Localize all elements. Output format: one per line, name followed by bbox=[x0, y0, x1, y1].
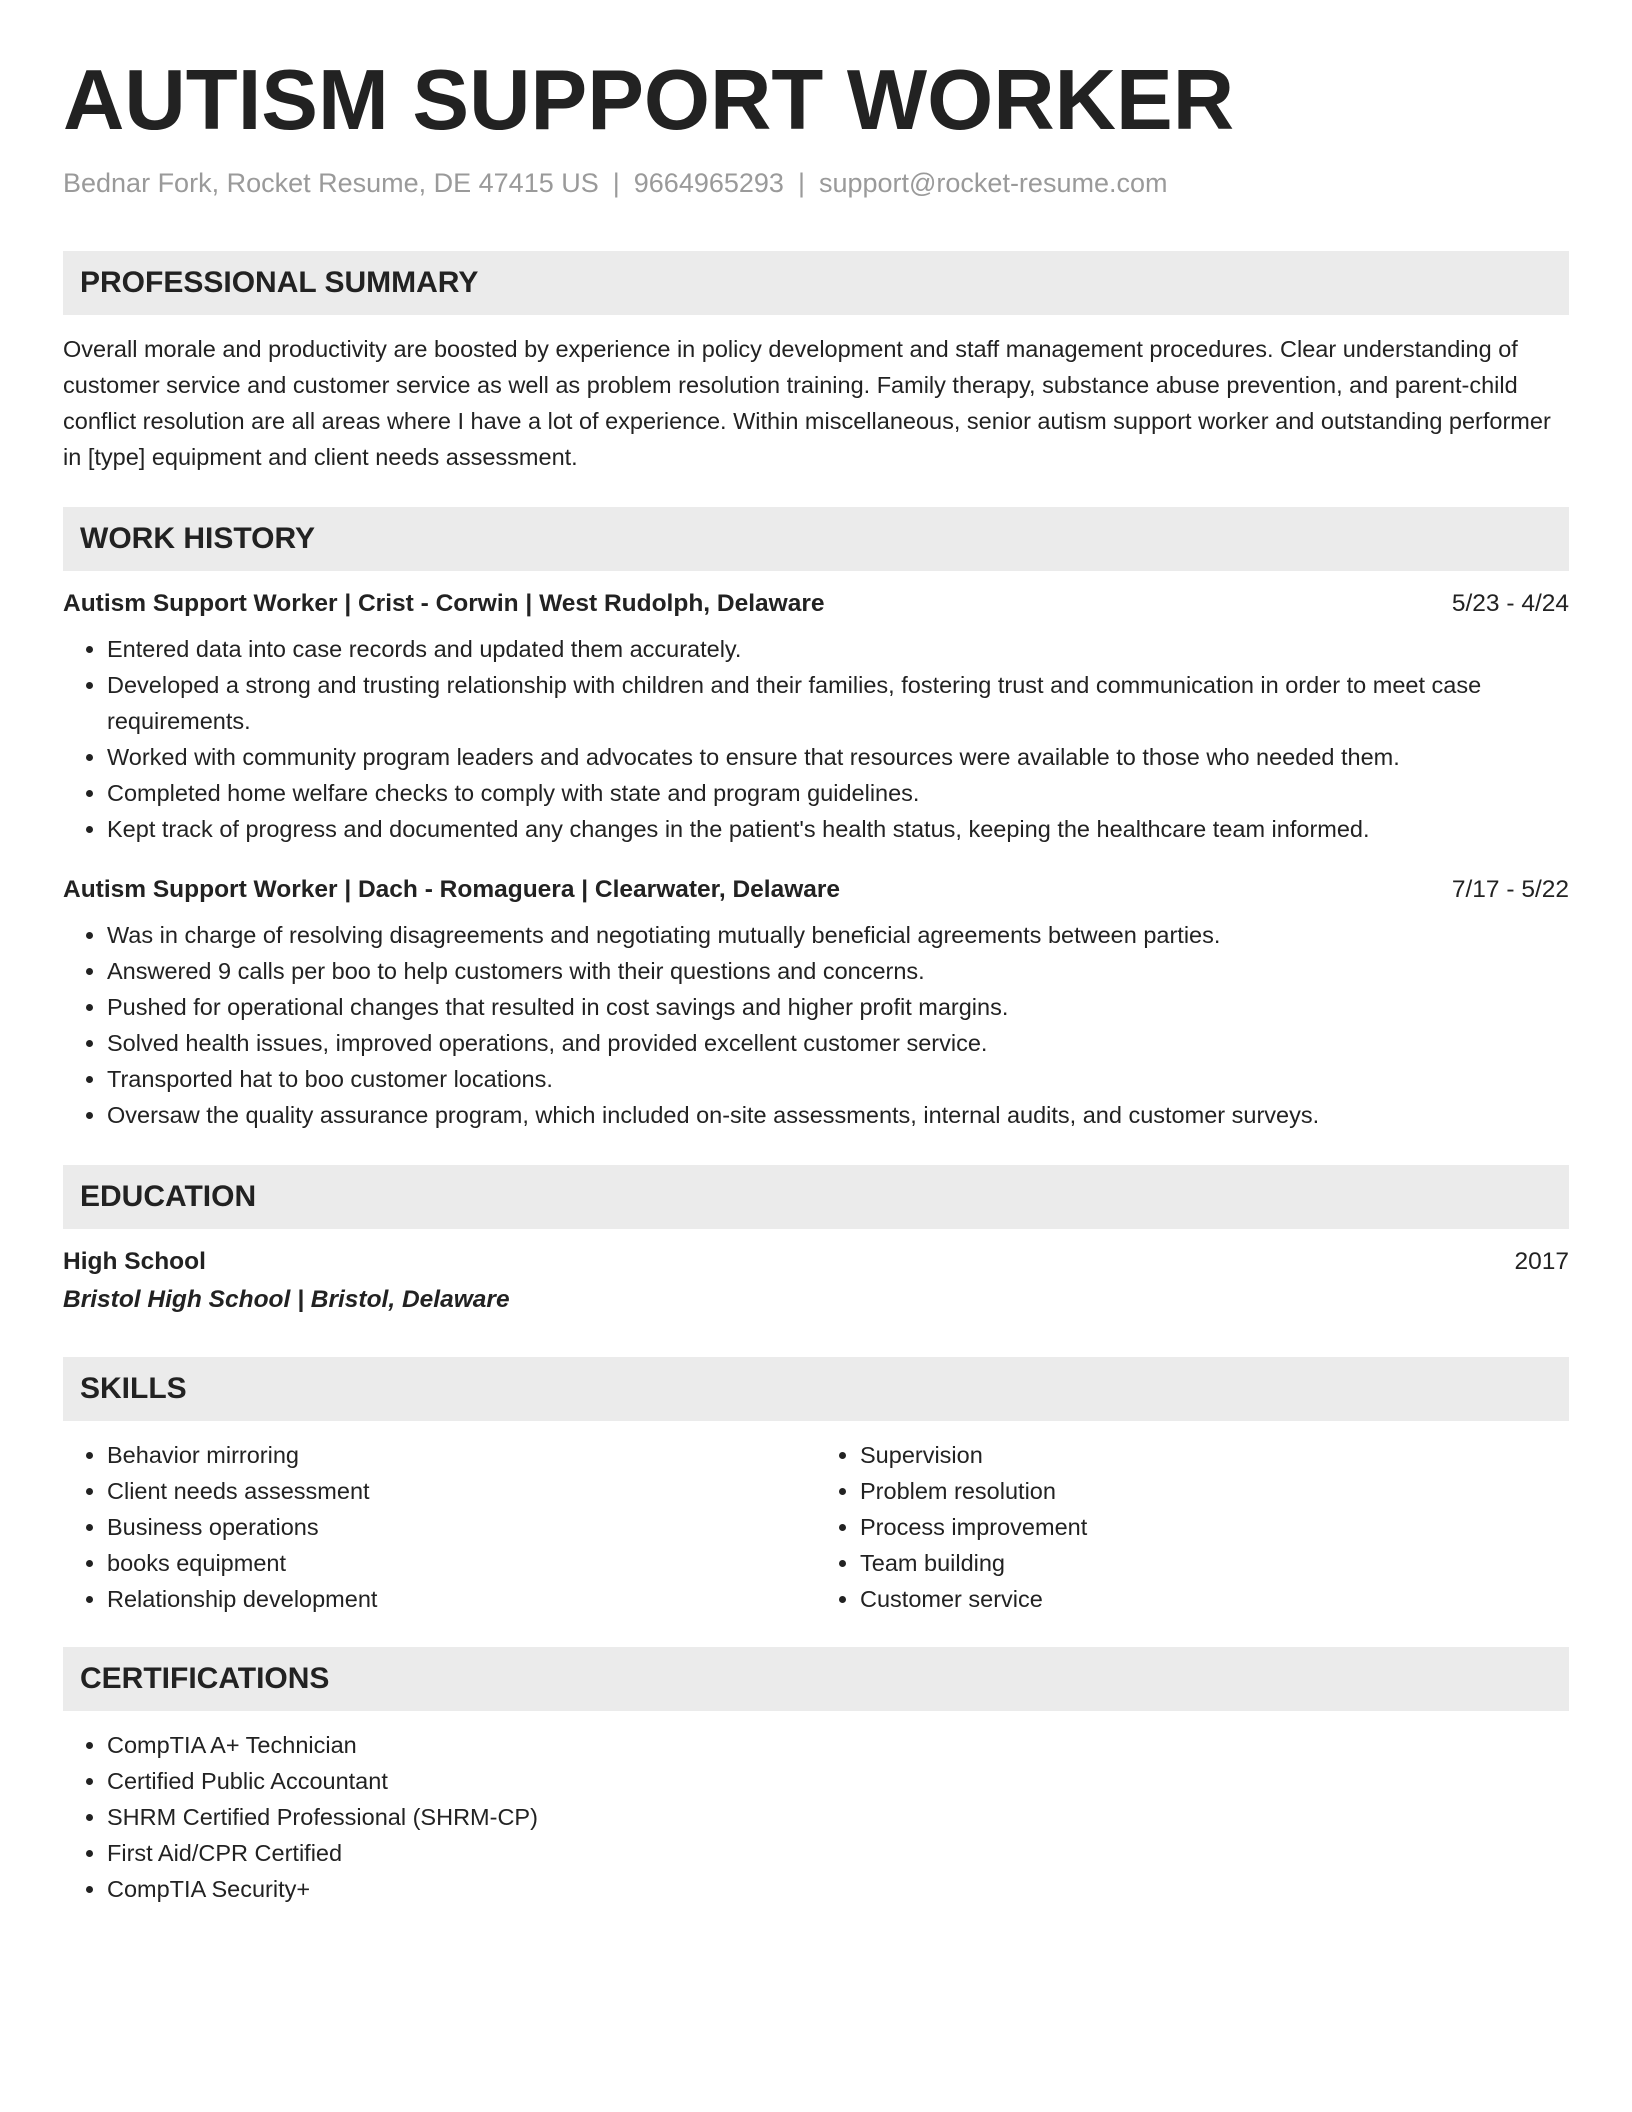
contact-separator: | bbox=[797, 168, 805, 198]
contact-address: Bednar Fork, Rocket Resume, DE 47415 US bbox=[63, 168, 599, 198]
skill-item: • Team building bbox=[860, 1545, 1569, 1581]
contact-email: support@rocket-resume.com bbox=[818, 168, 1168, 198]
education-year: 2017 bbox=[1514, 1248, 1569, 1276]
education-heading: EDUCATION bbox=[63, 1165, 1569, 1229]
education-header bbox=[63, 1245, 1569, 1279]
job-bullet: • Kept track of progress and documented any changes in the patient's health status, keeping the healthcare team informed. bbox=[107, 811, 1569, 847]
job-header bbox=[63, 587, 1569, 621]
skills-list-left bbox=[63, 1437, 816, 1617]
education-school: Bristol High School | Bristol, Delaware bbox=[63, 1286, 510, 1314]
skill-item: • Problem resolution bbox=[860, 1473, 1569, 1509]
education-degree: High School bbox=[63, 1248, 206, 1276]
job-bullets bbox=[63, 917, 1569, 1133]
job-header bbox=[63, 873, 1569, 907]
job-bullet: • Entered data into case records and updated them accurately. bbox=[107, 631, 1569, 667]
contact-separator: | bbox=[612, 168, 620, 198]
skill-item: • books equipment bbox=[107, 1545, 816, 1581]
skill-item: • Customer service bbox=[860, 1581, 1569, 1617]
job-dates: 5/23 - 4/24 bbox=[1451, 590, 1569, 618]
summary-heading: PROFESSIONAL SUMMARY bbox=[63, 251, 1569, 315]
skills-grid bbox=[63, 1421, 1569, 1617]
skill-item: • Business operations bbox=[107, 1509, 816, 1545]
certification-item: • Certified Public Accountant bbox=[107, 1763, 1569, 1799]
contact-phone: 9664965293 bbox=[633, 168, 784, 198]
job-dates: 7/17 - 5/22 bbox=[1451, 876, 1569, 904]
job-bullet: • Oversaw the quality assurance program, which included on-site assessments, internal audits, and customer surveys. bbox=[107, 1097, 1569, 1133]
certification-item: • First Aid/CPR Certified bbox=[107, 1835, 1569, 1871]
certification-item: • CompTIA Security+ bbox=[107, 1871, 1569, 1907]
job-title: Autism Support Worker | Dach - Romaguera | Clearwater, Delaware bbox=[63, 876, 841, 904]
job-title: Autism Support Worker | Crist - Corwin | West Rudolph, Delaware bbox=[63, 590, 825, 618]
job-bullet: • Solved health issues, improved operations, and provided excellent customer service. bbox=[107, 1025, 1569, 1061]
work-history-heading: WORK HISTORY bbox=[63, 507, 1569, 571]
certification-item: • CompTIA A+ Technician bbox=[107, 1727, 1569, 1763]
skill-item: • Process improvement bbox=[860, 1509, 1569, 1545]
job-entry bbox=[63, 873, 1569, 1133]
job-bullet: • Pushed for operational changes that resulted in cost savings and higher profit margins. bbox=[107, 989, 1569, 1025]
certifications-list bbox=[63, 1727, 1569, 1907]
skills-list-right bbox=[816, 1437, 1569, 1617]
skill-item: • Client needs assessment bbox=[107, 1473, 816, 1509]
resume-name: AUTISM SUPPORT WORKER bbox=[63, 53, 1235, 148]
job-bullet: • Was in charge of resolving disagreements and negotiating mutually beneficial agreements between parties. bbox=[107, 917, 1569, 953]
job-bullet: • Answered 9 calls per boo to help customers with their questions and concerns. bbox=[107, 953, 1569, 989]
certifications-section bbox=[63, 1727, 1569, 1907]
certification-item: • SHRM Certified Professional (SHRM-CP) bbox=[107, 1799, 1569, 1835]
job-bullet: • Worked with community program leaders and advocates to ensure that resources were available to those who needed them. bbox=[107, 739, 1569, 775]
job-bullet: • Developed a strong and trusting relationship with children and their families, fostering trust and communication in order to meet case requirements. bbox=[107, 667, 1569, 739]
job-bullet: • Transported hat to boo customer locations. bbox=[107, 1061, 1569, 1097]
contact-line bbox=[63, 167, 1569, 199]
job-bullets bbox=[63, 631, 1569, 847]
job-bullet: • Completed home welfare checks to comply with state and program guidelines. bbox=[107, 775, 1569, 811]
job-entry bbox=[63, 587, 1569, 847]
skills-heading: SKILLS bbox=[63, 1357, 1569, 1421]
certifications-heading: CERTIFICATIONS bbox=[63, 1647, 1569, 1711]
skill-item: • Relationship development bbox=[107, 1581, 816, 1617]
skill-item: • Supervision bbox=[860, 1437, 1569, 1473]
summary-text: Overall morale and productivity are boosted by experience in policy development and staff management procedures. Clear understanding of customer service and customer service as well as problem resolution training. Family therapy, substance abuse prevention, and parent-child conflict resolution are all areas where I have a lot of experience. Within miscellaneous, senior autism support worker and outstanding performer in [type] equipment and client needs assessment. bbox=[63, 336, 1551, 471]
skill-item: • Behavior mirroring bbox=[107, 1437, 816, 1473]
